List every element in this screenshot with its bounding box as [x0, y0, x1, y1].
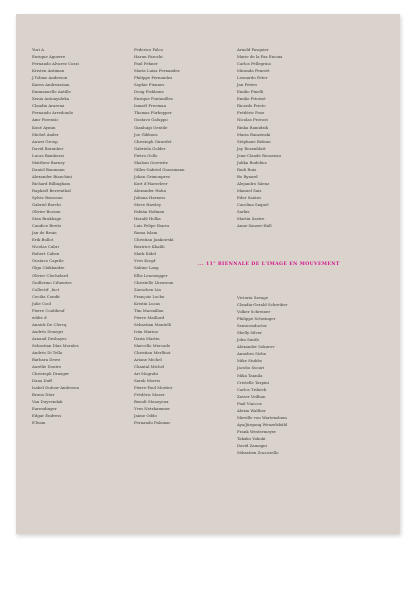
artist-name: Kristen Antiman	[32, 68, 65, 74]
artist-name: Sylvie Boisseau	[32, 194, 63, 200]
artist-name: Alexander Bianchini	[32, 173, 72, 179]
artist-name: Steve Hawley	[134, 202, 162, 208]
artist-name: Iván Marino	[134, 328, 159, 334]
artist-name: Raphaël Berrenthal	[32, 187, 71, 193]
artist-name: Alexander Hahn	[134, 187, 166, 193]
artist-name: Van Duyvendak	[32, 399, 63, 405]
artist-name: Arnold Pasquier	[237, 47, 269, 52]
artist-name: Frédéric Moser	[134, 392, 165, 398]
artist-name: Olivier Bosson	[32, 209, 61, 215]
artist-name: Jaime Oddo	[134, 413, 157, 419]
artist-name: Annelies Strba	[237, 351, 267, 357]
artist-name: Alexander Sokurov	[237, 344, 275, 350]
artist-name: Claudia-Gerald Schreiber	[237, 302, 288, 308]
artist-name: Gustavo Caprile	[32, 258, 64, 264]
artist-name: Enrique Aguerre	[32, 54, 66, 60]
artist-name: Daniel Baumann	[32, 166, 65, 172]
biennale-heading: ... 11° BIENNALE DE L'IMAGE EN MOUVEMENT	[198, 262, 340, 267]
artist-name: David Zamagni	[237, 442, 267, 448]
artist-name: Miranda Penrott	[237, 68, 270, 74]
artist-name: Amr Forensic	[32, 117, 59, 123]
artist-name: Pierre Coulibeuf	[32, 307, 65, 313]
artist-name: Carolina Saquel	[237, 202, 269, 208]
artist-name: Eder Santos	[237, 194, 262, 200]
artist-name: Bo Rynard	[237, 173, 258, 179]
artist-name: Fabián Hofman	[134, 209, 165, 215]
artist-name: Martin Sastre	[237, 216, 265, 222]
artist-name: Shelly Silver	[237, 330, 262, 336]
artist-name: Claudia Ararena	[32, 103, 65, 109]
artist-column-3-bottom	[237, 294, 287, 456]
artist-name: Carlos Trilnick	[237, 386, 267, 392]
artist-name: François Lochu	[134, 293, 165, 299]
artist-name: Thomas Fürbepper	[134, 110, 172, 116]
artist-name: Julie Cool	[32, 300, 51, 306]
artist-name: Shalom Gorewitz	[134, 159, 168, 165]
artist-name: Annick De Clercq	[32, 321, 67, 327]
artist-name: Sabine Lang	[134, 265, 159, 271]
artist-name: Jacobo Sucari	[237, 365, 265, 371]
artist-name: Volker Schreiner	[237, 309, 271, 315]
artist-name: Earendinger	[32, 406, 57, 412]
artist-name: Christoph Draeger	[32, 371, 69, 377]
artist-name: Yves Kropf	[134, 258, 156, 264]
artist-name: Takako Yabuki	[237, 435, 266, 441]
artist-name: Richard Billingham	[32, 180, 71, 186]
artist-name: Emilie Pitoiset	[237, 96, 266, 102]
artist-name: Frédéric Pose	[237, 110, 265, 116]
artist-name: Sébastien Zuccarello	[237, 450, 279, 456]
artist-name: Robert Cahen	[32, 251, 60, 257]
artist-name: Leonardo Peter	[237, 75, 268, 81]
artist-name: Alexia Walther	[237, 407, 266, 413]
artist-name: Marcello Mercado	[134, 342, 171, 348]
artist-name: Harald Holba	[134, 216, 161, 222]
artist-name: Erik Bullot	[32, 237, 54, 243]
artist-name: Olga Chikhaidze	[32, 265, 65, 271]
artist-name: Matthew Barney	[32, 159, 65, 165]
artist-name: Sebastian Díaz Morales	[32, 342, 79, 348]
artist-name: Tim Macmillan	[134, 307, 164, 313]
artist-name: Sebastian Mantelli	[134, 321, 172, 327]
artist-column-1	[32, 46, 79, 427]
artist-name: Jan de Bruin	[32, 230, 57, 236]
artist-name: Fernando Alvarez Cozzi	[32, 61, 79, 67]
artist-name: Ellis Leuenegger	[134, 272, 168, 278]
artist-name: Zaenchen Lin	[134, 286, 161, 292]
artist-name: Arnaud Deshayes	[32, 335, 67, 341]
artist-name: Dana Duff	[32, 378, 52, 384]
artist-name: Daria Martin	[134, 335, 160, 341]
artist-name: Emmanuelle Antille	[32, 89, 71, 95]
artist-name: Xenia Antonyuleka	[32, 96, 70, 102]
artist-name: eddie d	[32, 314, 47, 320]
artist-name: Cecilia Condit	[32, 293, 60, 299]
artist-name: Ricardo Prieto	[237, 103, 266, 109]
artist-name: Aurélie Doutre	[32, 364, 62, 370]
artist-name: Julika Rudelius	[237, 159, 267, 165]
artist-name: Guillermo Cifuentes	[32, 279, 72, 285]
artist-name: Philippe Schwinger	[237, 316, 276, 322]
artist-name: Andrés Denegri	[32, 328, 64, 334]
artist-name: Beatrice Khalili	[134, 244, 165, 250]
artist-name: Ari Mograbi	[134, 371, 158, 377]
artist-name: Frank Westermeyer	[237, 428, 277, 434]
catalog-page	[16, 14, 400, 534]
artist-name: Nicolas Provost	[237, 117, 268, 123]
artist-name: Stan Brakhage	[32, 216, 62, 222]
artist-name: Philippe Fernandez	[134, 75, 173, 81]
artist-name: Roma Islam	[134, 230, 158, 236]
artist-name: Doug Fishbone	[134, 89, 164, 95]
artist-name: Christian Jankowski	[134, 237, 174, 243]
artist-name: Gianluigi Gentile	[134, 124, 168, 130]
artist-name: Federico Falco	[134, 47, 163, 52]
artist-name: J.Tobias Anderson	[32, 75, 68, 81]
artist-name: Auwei Group	[32, 138, 58, 144]
artist-name: Jan Peters	[237, 82, 258, 88]
artist-name: Jay Rosenblatt	[237, 145, 266, 151]
artist-name: Manuel Saiz	[237, 187, 262, 193]
artist-name: Juliana Harness	[134, 194, 166, 200]
artist-column-3-top	[237, 46, 282, 229]
artist-name: Victoria Savage	[237, 295, 269, 300]
artist-name: Harun Farocki	[134, 54, 163, 60]
artist-name: Mark Kidel	[134, 251, 156, 257]
artist-name: David Barunher	[32, 145, 64, 151]
artist-name: John Smith	[237, 337, 259, 343]
artist-name: Christian Merlhiot	[134, 350, 171, 356]
artist-name: Paul Fehner	[134, 61, 158, 67]
artist-name: Karen Andreassian	[32, 82, 70, 88]
artist-name: Sophie Fiennes	[134, 82, 165, 88]
artist-name: Sarah Morris	[134, 378, 161, 384]
artist-name: Gabriela Golder	[134, 145, 166, 151]
artist-name: Stéphane Rideau	[237, 138, 271, 144]
artist-name: Rinka Ramidzik	[237, 124, 269, 130]
artist-name: Mireille von Wartensbum	[237, 414, 287, 420]
artist-name: Kurt d'Haeseleer	[134, 180, 168, 186]
artist-name: Nicolas Cabri	[32, 244, 59, 250]
artist-name: Collectif _fact	[32, 286, 60, 292]
artist-name: Cristelle Tarpini	[237, 379, 269, 385]
artist-name: Anne-Sauser-Hall	[237, 223, 272, 229]
artist-name: Christoph Girardet	[134, 138, 172, 144]
artist-name: Enrique Fontanilles	[134, 96, 173, 102]
artist-name: Pierre Maillard	[134, 314, 165, 320]
artist-name: Mike Stubbs	[237, 358, 262, 364]
artist-name: Barbara Dewe	[32, 357, 61, 363]
artist-name: Alejandro Sáenz	[237, 180, 270, 186]
artist-name: Ariane Michel	[134, 357, 162, 363]
artist-name: Pierre-Paul Mortier	[134, 385, 173, 391]
artist-name: Semiconductor	[237, 323, 267, 329]
artist-name: Benoît Monoyeux	[134, 399, 169, 405]
artist-name: Christelle Lheureux	[134, 279, 174, 285]
artist-name: Xavier Veilhan	[237, 393, 266, 399]
artist-name: Bruno Dürr	[32, 392, 55, 398]
artist-name: Rudi Ruiz	[237, 166, 257, 172]
artist-name: Aya/Jürgong Wenzelsbühl	[237, 421, 288, 427]
artist-name: Paul Viaccoz	[237, 400, 262, 406]
artist-name: Edgar Endress	[32, 413, 62, 419]
artist-column-2	[134, 46, 185, 427]
artist-name: Chantal Michel	[134, 364, 165, 370]
artist-name: Fernando Palomar	[134, 420, 171, 426]
artist-name: Pietro Gollo	[134, 152, 158, 158]
artist-name: Yuri A	[32, 47, 44, 52]
artist-name: Luis Felipe Ibarra	[134, 223, 170, 229]
artist-name: Joe Gibbons	[134, 131, 158, 137]
artist-name: Gilles-Gabriel Grassmann	[134, 166, 185, 172]
artist-name: Gustavo Galuppo	[134, 117, 168, 123]
artist-name: Fernando Arredondo	[32, 110, 74, 116]
artist-name: María Luisa Fernandez	[134, 68, 180, 74]
artist-name: Andrés Di Tella	[32, 350, 63, 356]
artist-name: Candice Breitz	[32, 223, 62, 229]
artist-name: ETeam	[32, 420, 46, 426]
artist-name: Michel Auder	[32, 131, 59, 137]
artist-name: Ismaël Freeman	[134, 103, 167, 109]
artist-name: Yves Netzhammer	[134, 406, 170, 412]
artist-name: Emilio Pinelli	[237, 89, 264, 95]
artist-name: Gabriel Borchi	[32, 202, 61, 208]
artist-name: Koué Aymin	[32, 124, 56, 130]
artist-name: Carlos Pellegrino	[237, 61, 271, 67]
artist-name: Isabel Dufour-Andersen	[32, 385, 79, 391]
artist-name: Sarkis	[237, 209, 250, 215]
artist-name: Maria Ranzenski	[237, 131, 271, 137]
artist-name: Olivier Clechelard	[32, 272, 68, 278]
artist-name: Johan Grimonprez	[134, 173, 170, 179]
artist-name: Jean-Claude Rousseau	[237, 152, 281, 158]
artist-name: Kristin Lucas	[134, 300, 161, 306]
artist-name: Mika Taanila	[237, 372, 263, 378]
artist-name: Lucas Bambozzi	[32, 152, 64, 158]
artist-name: Marie de la Paz Encina	[237, 54, 283, 60]
